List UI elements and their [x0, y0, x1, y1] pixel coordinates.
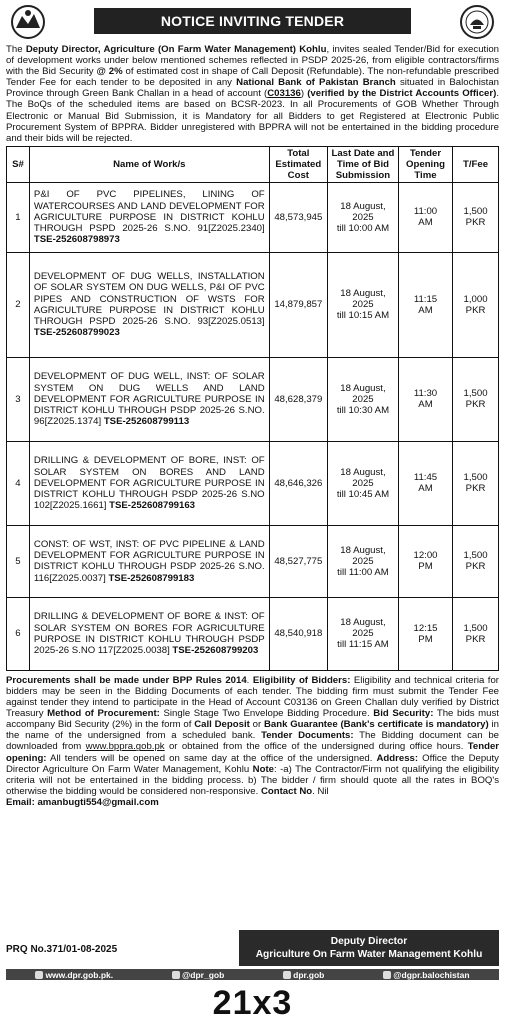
head-of-account: C03136 [267, 88, 301, 100]
tse-number: TSE-252608798973 [33, 234, 120, 246]
signatory-office: Agriculture On Farm Water Management Kohlu [255, 949, 483, 960]
row-opening-time [398, 252, 452, 357]
date-text: 18 August, 2025 [340, 544, 386, 567]
table-row [7, 441, 499, 525]
instagram-text: dpr.gob [293, 969, 325, 980]
social-bar [6, 969, 499, 980]
row-cost: 48,628,379 [269, 357, 327, 441]
row-work-name [29, 182, 269, 252]
bank-name: National Bank of Pakistan Branch [236, 77, 396, 89]
table-row [7, 597, 499, 670]
twitter-icon [172, 971, 180, 979]
intro-text: situated in Balochistan Province through Green Bank Challan in a head of account ( [6, 77, 499, 100]
terms-text: . [246, 674, 253, 686]
terms-text: All tenders will be opened on same day at the office of the undersigned. [46, 752, 377, 764]
row-cost: 48,646,326 [269, 441, 327, 525]
intro-paragraph [6, 44, 499, 144]
intro-text: The [6, 44, 26, 55]
row-fee [453, 441, 499, 525]
tender-documents-heading: Tender Documents: [261, 730, 354, 742]
date-text: 18 August, 2025 [340, 617, 386, 640]
work-description: DEVELOPMENT OF DUG WELL, INST: OF SOLAR SYSTEM ON DUG WELLS AND LAND DEVELOPMENT FOR AGRICULTURE PURPOSE IN DISTRICT KOHLU THROUGH PSDP 2025-26 S.NO. 96[Z2025.1374] [33, 371, 265, 428]
tse-number: TSE-252608799113 [103, 416, 190, 428]
opening-time: 12:00 [413, 550, 438, 562]
date-text: 18 August, 2025 [340, 466, 386, 489]
instagram-icon [283, 971, 291, 979]
terms-text: . Nil [312, 785, 329, 797]
opening-time: 11:15 [413, 293, 438, 305]
globe-icon [35, 971, 43, 979]
opening-ampm: AM [418, 217, 433, 229]
bank-guarantee: Bank Guarantee (Bank's certificate is mandatory) [263, 719, 489, 731]
row-work-name [29, 597, 269, 670]
table-row [7, 525, 499, 597]
issuer-name: Deputy Director, Agriculture (On Farm Water Management) Kohlu [25, 44, 327, 55]
instagram-link[interactable] [283, 970, 324, 980]
tse-number: TSE-252608799203 [172, 645, 259, 657]
row-last-date [328, 597, 399, 670]
row-serial: 3 [7, 357, 30, 441]
opening-ampm: AM [418, 483, 433, 495]
twitter-link[interactable] [172, 970, 224, 980]
facebook-link[interactable] [383, 970, 469, 980]
row-cost: 14,879,857 [269, 252, 327, 357]
row-cost: 48,527,775 [269, 525, 327, 597]
row-fee [453, 252, 499, 357]
contact-heading: Contact No [260, 785, 313, 797]
work-description: CONST: OF WST, INST: OF PVC PIPELINE & LAND DEVELOPMENT FOR AGRICULTURE PURPOSE IN DISTRICT KOHLU THROUGH PSDP 2025-26 S.NO. 116[Z2025.0037] [33, 538, 265, 584]
row-last-date [328, 252, 399, 357]
header-opening-time: Tender Opening Time [398, 146, 452, 182]
row-fee [453, 597, 499, 670]
row-fee [453, 525, 499, 597]
row-serial: 4 [7, 441, 30, 525]
table-header-row [7, 146, 499, 182]
row-serial: 1 [7, 182, 30, 252]
facebook-icon [383, 971, 391, 979]
call-deposit: Call Deposit [194, 719, 250, 731]
opening-ampm: PM [418, 561, 433, 573]
procurement-rules: Procurements shall be made under BPP Rules 2014 [6, 674, 247, 686]
row-cost: 48,540,918 [269, 597, 327, 670]
note-heading: Note [252, 763, 274, 775]
terms-text: Eligibility and technical criteria for bidders may be seen in the Bidding Documents of each tender. The bidding firm must submit the Tender Fee against tender they intend to participate in the Head of Account C03136 on Green Challan duly verified by District Treasury [6, 674, 499, 720]
fee-currency: PKR [465, 217, 486, 229]
table-row [7, 252, 499, 357]
fee-amount: 1,500 [463, 388, 488, 400]
header-serial: S# [7, 146, 30, 182]
tse-number: TSE-252608799183 [108, 572, 195, 584]
row-opening-time [398, 597, 452, 670]
row-cost: 48,573,945 [269, 182, 327, 252]
row-serial: 5 [7, 525, 30, 597]
intro-text: , invites sealed Tender/Bid for execution of development works under below mentioned schemes reflected in PSDP 2025-26, from eligible contractors/firms with the Bid Security [6, 44, 499, 78]
row-opening-time [398, 441, 452, 525]
works-table [6, 146, 499, 671]
row-last-date [328, 357, 399, 441]
header-tender-fee: T/Fee [453, 146, 499, 182]
row-last-date [328, 525, 399, 597]
website-link[interactable] [35, 970, 113, 980]
department-emblem-icon [455, 4, 499, 40]
twitter-text: @dpr_gob [182, 969, 225, 980]
opening-time: 11:45 [413, 472, 438, 484]
intro-text: of estimated cost in shape of Call Deposit (Refundable). The non-refundable prescribed Tender Fee for each tender to be deposited in any [6, 66, 499, 89]
header-estimated-cost: Total Estimated Cost [269, 146, 327, 182]
fee-amount: 1,500 [463, 622, 488, 634]
row-opening-time [398, 357, 452, 441]
website-text: www.dpr.gob.pk. [45, 969, 114, 980]
row-serial: 2 [7, 252, 30, 357]
fee-amount: 1,000 [463, 293, 488, 305]
address-heading: Address: [376, 752, 419, 764]
tender-notice [6, 4, 499, 808]
time-text: till 11:15 AM [337, 639, 389, 651]
table-row [7, 357, 499, 441]
bid-security-rate: @ 2% [96, 66, 123, 78]
terms-text: or obtained from the office of the undersigned during office hours. [164, 741, 468, 753]
row-work-name [29, 441, 269, 525]
terms-text: Office the Deputy Director Agriculture On Farm Water Management, Kohlu [6, 752, 499, 775]
work-description: P&I OF PVC PIPELINES, LINING OF WATERCOURSES AND LAND DEVELOPMENT FOR AGRICULTURE PURPOSE IN DISTRICT KOHLU THROUGH PSPD 2025-26 S.NO. 91[Z2025.2340] [33, 189, 265, 234]
time-text: till 10:15 AM [336, 310, 390, 322]
row-fee [453, 182, 499, 252]
time-text: till 10:30 AM [336, 404, 390, 416]
row-work-name [29, 252, 269, 357]
date-text: 18 August, 2025 [340, 200, 386, 223]
terms-text: or [249, 719, 264, 731]
work-description: DRILLING & DEVELOPMENT OF BORE & INST: OF SOLAR SYSTEM ON BORES FOR AGRICULTURE PURPOSE IN DISTRICT KOHLU THROUGH PSDP 2025-26 S.NO 117[Z2025.0038] [33, 611, 265, 657]
tender-opening-heading: Tender opening: [6, 741, 500, 764]
ad-size-label: 21x3 [212, 984, 293, 1022]
time-text: till 10:00 AM [336, 222, 390, 234]
notice-header [6, 4, 499, 42]
contact-email: Email: amanbugti554@gmail.com [6, 796, 159, 808]
terms-text: Single Stage Two Envelope Bidding Procedure. [159, 708, 374, 720]
date-text: 18 August, 2025 [340, 288, 386, 311]
government-emblem-icon [6, 4, 50, 40]
fee-currency: PKR [465, 399, 486, 411]
header-work-name: Name of Work/s [29, 146, 269, 182]
row-last-date [328, 182, 399, 252]
verification-note: (verified by the District Accounts Officer) [307, 88, 497, 100]
intro-text: ) [300, 88, 308, 100]
opening-time: 12:15 [413, 622, 438, 634]
opening-time: 11:00 [413, 206, 438, 218]
row-work-name [29, 357, 269, 441]
row-serial: 6 [7, 597, 30, 670]
terms-text: The bids must accompany Bid Security (2%) in the form of [6, 708, 499, 731]
facebook-text: @dgpr.balochistan [393, 969, 470, 980]
fee-amount: 1,500 [463, 206, 488, 218]
opening-time: 11:30 [413, 388, 438, 400]
row-fee [453, 357, 499, 441]
header-last-date: Last Date and Time of Bid Submission [328, 146, 399, 182]
fee-currency: PKR [465, 633, 486, 645]
fee-amount: 1,500 [463, 550, 488, 562]
opening-ampm: PM [418, 633, 433, 645]
bppra-link[interactable]: www.bppra.gob.pk [85, 741, 165, 753]
method-heading: Method of Procurement: [47, 708, 160, 720]
intro-text: . The BoQs of the scheduled items are based on BCSR-2023. In all Procurements of GOB Whether Through Electronic or Manual Bid Submission, it is Mandatory for all Bidders to get Registered at Electronic Public Procurement System of BPPRA. Bidder unregistered with BPPRA will not be entertained in the bidding procedure and their bids will be rejected. [6, 88, 499, 144]
fee-currency: PKR [465, 304, 486, 316]
eligibility-heading: Eligibility of Bidders: [252, 674, 351, 686]
row-opening-time [398, 182, 452, 252]
terms-text: : -a) The Contractor/Firm not qualifying the eligibility criteria will not be entertained in the bidding process. b) The bidder / firm should quote all the rates in BOQ's otherwise the bidding would be considered non-responsive. [6, 763, 499, 797]
time-text: till 10:45 AM [336, 488, 390, 500]
tse-number: TSE-252608799163 [109, 500, 196, 512]
row-opening-time [398, 525, 452, 597]
bid-security-heading: Bid Security: [373, 708, 434, 720]
fee-currency: PKR [465, 561, 486, 573]
table-row [7, 182, 499, 252]
signatory-title: Deputy Director [330, 936, 408, 947]
fee-currency: PKR [465, 483, 486, 495]
terms-paragraph [6, 675, 499, 808]
signatory-box [239, 930, 499, 966]
fee-amount: 1,500 [463, 472, 488, 484]
prq-number: PRQ No.371/01-08-2025 [6, 944, 118, 955]
opening-ampm: AM [418, 399, 433, 411]
work-description: DRILLING & DEVELOPMENT OF BORE, INST: OF SOLAR SYSTEM ON BORES AND LAND DEVELOPMENT FOR AGRICULTURE PURPOSE IN DISTRICT KOHLU THROUGH PSDP 2025-26 S.NO 102[Z2025.1661] [33, 455, 265, 512]
tse-number: TSE-252608799023 [33, 327, 120, 339]
work-description: DEVELOPMENT OF DUG WELLS, INSTALLATION OF SOLAR SYSTEM ON DUG WELLS, P&I OF PVC PIPES AND CONSTRUCTION OF WSTS FOR AGRICULTURE PURPOSE IN DISTRICT KOHLU THROUGH PSPD 2025-26 S.NO. 93[Z2025.0513] [33, 271, 265, 328]
time-text: till 11:00 AM [337, 566, 389, 578]
row-work-name [29, 525, 269, 597]
page-title: NOTICE INVITING TENDER [94, 8, 411, 34]
terms-text: in the name of the undersigned from a scheduled bank. [6, 719, 499, 742]
date-text: 18 August, 2025 [340, 382, 386, 405]
notice-footer [6, 930, 499, 974]
terms-text: The Bidding document can be downloaded from [6, 730, 500, 753]
opening-ampm: AM [418, 304, 433, 316]
row-last-date [328, 441, 399, 525]
